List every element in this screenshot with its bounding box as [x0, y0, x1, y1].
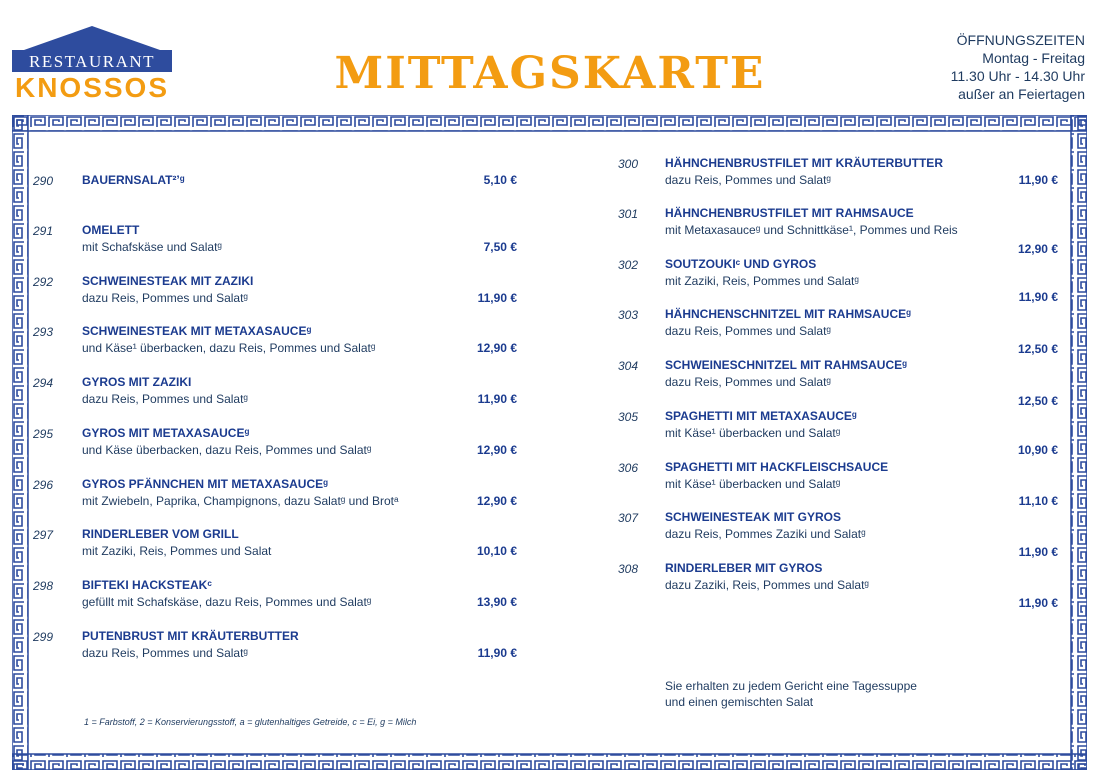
- hours-days: Montag - Freitag: [982, 50, 1085, 66]
- hours-time: 11.30 Uhr - 14.30 Uhr: [950, 68, 1085, 84]
- item-number: 298: [33, 579, 54, 593]
- logo-line-restaurant: RESTAURANT: [28, 52, 156, 71]
- item-price: 11,90 €: [477, 291, 517, 305]
- item-price: 11,90 €: [1018, 173, 1058, 187]
- item-name: SCHWEINESTEAK MIT ZAZIKI: [82, 274, 254, 288]
- item-name: SCHWEINESCHNITZEL MIT RAHMSAUCEᵍ: [665, 358, 907, 372]
- item-name: HÄHNCHENBRUSTFILET MIT KRÄUTERBUTTER: [665, 156, 943, 170]
- item-name: HÄHNCHENBRUSTFILET MIT RAHMSAUCE: [665, 206, 914, 220]
- item-number: 307: [618, 511, 639, 525]
- item-name: GYROS MIT METAXASAUCEᵍ: [82, 426, 250, 440]
- item-description: dazu Reis, Pommes und Salatᵍ: [665, 375, 831, 389]
- item-number: 306: [618, 461, 639, 475]
- item-description: dazu Reis, Pommes und Salatᵍ: [82, 291, 248, 305]
- item-name: SPAGHETTI MIT METAXASAUCEᵍ: [665, 409, 857, 423]
- item-number: 305: [618, 410, 639, 424]
- item-number: 299: [33, 630, 54, 644]
- item-description: dazu Reis, Pommes und Salatᵍ: [665, 173, 831, 187]
- item-number: 295: [33, 427, 54, 441]
- item-price: 11,10 €: [1018, 494, 1058, 508]
- page-title: MITTAGSKARTE: [334, 48, 766, 99]
- item-description: und Käse¹ überbacken, dazu Reis, Pommes und Salatᵍ: [82, 341, 376, 355]
- item-description: mit Zaziki, Reis, Pommes und Salat: [82, 544, 272, 558]
- item-number: 304: [618, 359, 639, 373]
- item-number: 300: [618, 157, 639, 171]
- item-name: SPAGHETTI MIT HACKFLEISCHSAUCE: [665, 460, 889, 474]
- item-name: SCHWEINESTEAK MIT GYROS: [665, 510, 842, 524]
- item-description: mit Schafskäse und Salatᵍ: [82, 240, 222, 254]
- item-number: 308: [618, 562, 639, 576]
- item-price: 11,90 €: [1018, 596, 1058, 610]
- opening-hours: [951, 31, 1085, 103]
- item-price: 10,10 €: [476, 544, 517, 558]
- item-description: mit Käse¹ überbacken und Salatᵍ: [665, 426, 841, 440]
- item-description: mit Metaxasauceᵍ und Schnittkäse¹, Pommes und Reis: [665, 223, 958, 237]
- item-price: 7,50 €: [483, 240, 517, 254]
- item-price: 12,90 €: [476, 443, 517, 457]
- item-description: mit Käse¹ überbacken und Salatᵍ: [665, 477, 841, 491]
- item-price: 12,90 €: [476, 341, 517, 355]
- item-name: GYROS PFÄNNCHEN MIT METAXASAUCEᵍ: [82, 477, 328, 491]
- item-description: dazu Reis, Pommes und Salatᵍ: [665, 324, 831, 338]
- item-number: 291: [33, 224, 54, 238]
- item-price: 13,90 €: [476, 595, 517, 609]
- item-number: 297: [33, 528, 54, 542]
- item-price: 12,90 €: [476, 494, 517, 508]
- hours-exception: außer an Feiertagen: [958, 86, 1085, 102]
- item-name: RINDERLEBER VOM GRILL: [82, 527, 239, 541]
- daily-soup-note: [665, 678, 917, 710]
- item-number: 290: [33, 174, 54, 188]
- item-price: 5,10 €: [483, 173, 517, 187]
- item-description: dazu Reis, Pommes und Salatᵍ: [82, 646, 248, 660]
- item-price: 11,90 €: [1018, 290, 1058, 304]
- item-price: 12,50 €: [1017, 342, 1058, 356]
- item-name: PUTENBRUST MIT KRÄUTERBUTTER: [82, 629, 299, 643]
- item-price: 12,90 €: [1017, 242, 1058, 256]
- item-description: mit Zaziki, Reis, Pommes und Salatᵍ: [665, 274, 859, 288]
- note-line-1: Sie erhalten zu jedem Gericht eine Tagessuppe: [665, 679, 917, 693]
- item-name: RINDERLEBER MIT GYROS: [665, 561, 823, 575]
- item-price: 10,90 €: [1017, 443, 1058, 457]
- item-name: SOUTZOUKIᶜ UND GYROS: [665, 257, 817, 271]
- item-description: dazu Reis, Pommes Zaziki und Salatᵍ: [665, 527, 866, 541]
- item-price: 11,90 €: [477, 392, 517, 406]
- item-description: und Käse überbacken, dazu Reis, Pommes und Salatᵍ: [82, 443, 372, 457]
- item-name: SCHWEINESTEAK MIT METAXASAUCEᵍ: [82, 324, 312, 338]
- item-number: 301: [618, 207, 639, 221]
- item-number: 303: [618, 308, 639, 322]
- item-number: 292: [33, 275, 54, 289]
- item-name: BAUERNSALAT²ʼᵍ: [82, 173, 185, 187]
- item-price: 11,90 €: [1018, 545, 1058, 559]
- item-description: gefüllt mit Schafskäse, dazu Reis, Pommes und Salatᵍ: [82, 595, 372, 609]
- item-description: dazu Reis, Pommes und Salatᵍ: [82, 392, 248, 406]
- item-number: 302: [618, 258, 639, 272]
- allergen-footnote: 1 = Farbstoff, 2 = Konservierungsstoff, a = glutenhaltiges Getreide, c = Ei, g = Milch: [84, 717, 417, 727]
- item-name: BIFTEKI HACKSTEAKᶜ: [82, 578, 212, 592]
- item-price: 11,90 €: [477, 646, 517, 660]
- item-name: OMELETT: [82, 223, 140, 237]
- item-number: 296: [33, 478, 54, 492]
- item-description: dazu Zaziki, Reis, Pommes und Salatᵍ: [665, 578, 869, 592]
- restaurant-logo: [12, 24, 172, 106]
- item-number: 294: [33, 376, 54, 390]
- item-price: 12,50 €: [1017, 394, 1058, 408]
- item-number: 293: [33, 325, 54, 339]
- hours-heading: ÖFFNUNGSZEITEN: [956, 32, 1085, 48]
- item-description: mit Zwiebeln, Paprika, Champignons, dazu Salatᵍ und Brotᵃ: [82, 494, 399, 508]
- logo-line-knossos: KNOSSOS: [14, 72, 170, 103]
- note-line-2: und einen gemischten Salat: [665, 695, 814, 709]
- item-name: GYROS MIT ZAZIKI: [82, 375, 192, 389]
- item-name: HÄHNCHENSCHNITZEL MIT RAHMSAUCEᵍ: [665, 307, 911, 321]
